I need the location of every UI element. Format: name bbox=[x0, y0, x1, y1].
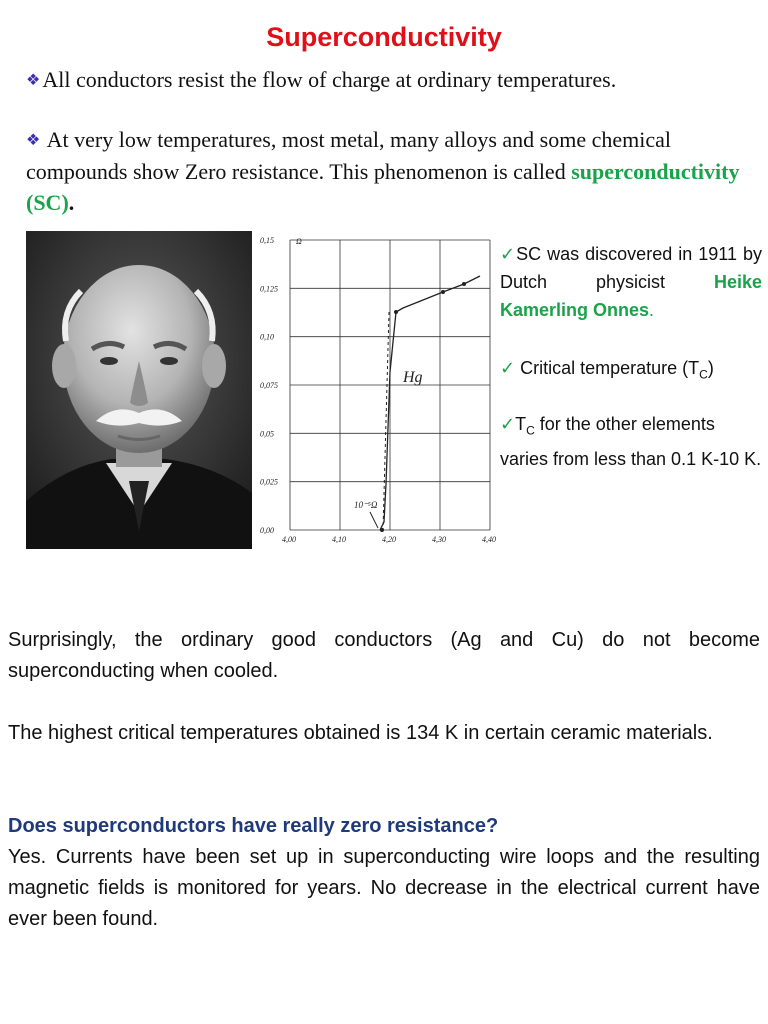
checkmark-icon: ✓ bbox=[500, 244, 517, 264]
paragraph-highest-tc: The highest critical temperatures obtained is 134 K in certain ceramic materials. bbox=[8, 722, 713, 744]
x-tick-label: 4,40 bbox=[482, 535, 496, 544]
x-tick-label: 4,30 bbox=[432, 535, 446, 544]
y-tick-label: 0,125 bbox=[260, 284, 278, 294]
x-tick-label: 4,20 bbox=[382, 535, 396, 544]
tc-symbol: T bbox=[515, 414, 527, 434]
bullet-2-text: At very low temperatures, most metal, many alloys and some chemical compounds show Zero resistance. This phenomenon is called bbox=[26, 127, 672, 184]
bullet-2 bbox=[26, 124, 746, 218]
data-point bbox=[462, 282, 466, 286]
paragraph-good-conductors: Surprisingly, the ordinary good conductors (Ag and Cu) do not become superconducting when cooled. bbox=[8, 629, 760, 682]
y-tick-label: 0,00 bbox=[260, 526, 274, 535]
critical-temp-note bbox=[500, 354, 762, 389]
tc-range-note bbox=[500, 410, 762, 473]
diamond-bullet-icon: ❖ bbox=[26, 72, 41, 89]
tc-range-text: for the other elements varies from less than 0.1 K-10 K. bbox=[500, 414, 762, 469]
resistance-graph-svg bbox=[258, 232, 494, 550]
y-tick-label: 0,075 bbox=[260, 381, 278, 390]
data-point bbox=[441, 290, 445, 294]
bullet-1 bbox=[26, 64, 746, 96]
question-heading: Does superconductors have really zero resistance? bbox=[8, 815, 499, 837]
checkmark-icon: ✓ bbox=[500, 358, 516, 378]
critical-temp-text: Critical temperature (T bbox=[515, 358, 700, 378]
discovery-note bbox=[500, 240, 762, 324]
superconductivity-highlight: superconductivity (SC) bbox=[26, 159, 740, 215]
critical-temp-sub: C bbox=[699, 367, 708, 382]
tc-sub: C bbox=[526, 423, 535, 438]
critical-temp-end: ) bbox=[707, 358, 714, 378]
onnes-portrait bbox=[26, 231, 252, 549]
y-tick-label: 0,15 bbox=[260, 236, 274, 245]
unit-label: Ω bbox=[296, 237, 302, 246]
data-point bbox=[394, 310, 398, 314]
discovery-end: . bbox=[649, 300, 655, 320]
bullet-1-text: All conductors resist the flow of charge at ordinary temperatures. bbox=[42, 67, 617, 92]
onnes-name: Heike Kamerling Onnes bbox=[500, 272, 762, 320]
portrait-image bbox=[26, 231, 252, 549]
x-tick-label: 4,00 bbox=[282, 535, 296, 544]
bullet-2-end: . bbox=[68, 190, 75, 215]
data-point bbox=[380, 528, 384, 532]
curve-label-hg: Hg bbox=[403, 369, 423, 386]
x-tick-label: 4,10 bbox=[332, 535, 346, 544]
discovery-text: SC was discovered in 1911 by Dutch physicist bbox=[500, 244, 762, 292]
page-title: Superconductivity bbox=[266, 22, 502, 52]
small-resistance-label: 10⁻⁵Ω bbox=[354, 500, 378, 510]
resistance-graph bbox=[258, 232, 494, 550]
diamond-bullet-icon: ❖ bbox=[26, 132, 41, 149]
y-tick-label: 0,025 bbox=[260, 477, 278, 487]
checkmark-icon: ✓ bbox=[500, 414, 516, 434]
y-tick-label: 0,10 bbox=[260, 332, 274, 342]
y-tick-label: 0,05 bbox=[260, 429, 274, 439]
answer-paragraph: Yes. Currents have been set up in superconducting wire loops and the resulting magnetic fields is monitored for years. No decrease in the electrical current have ever been found. bbox=[8, 846, 760, 930]
